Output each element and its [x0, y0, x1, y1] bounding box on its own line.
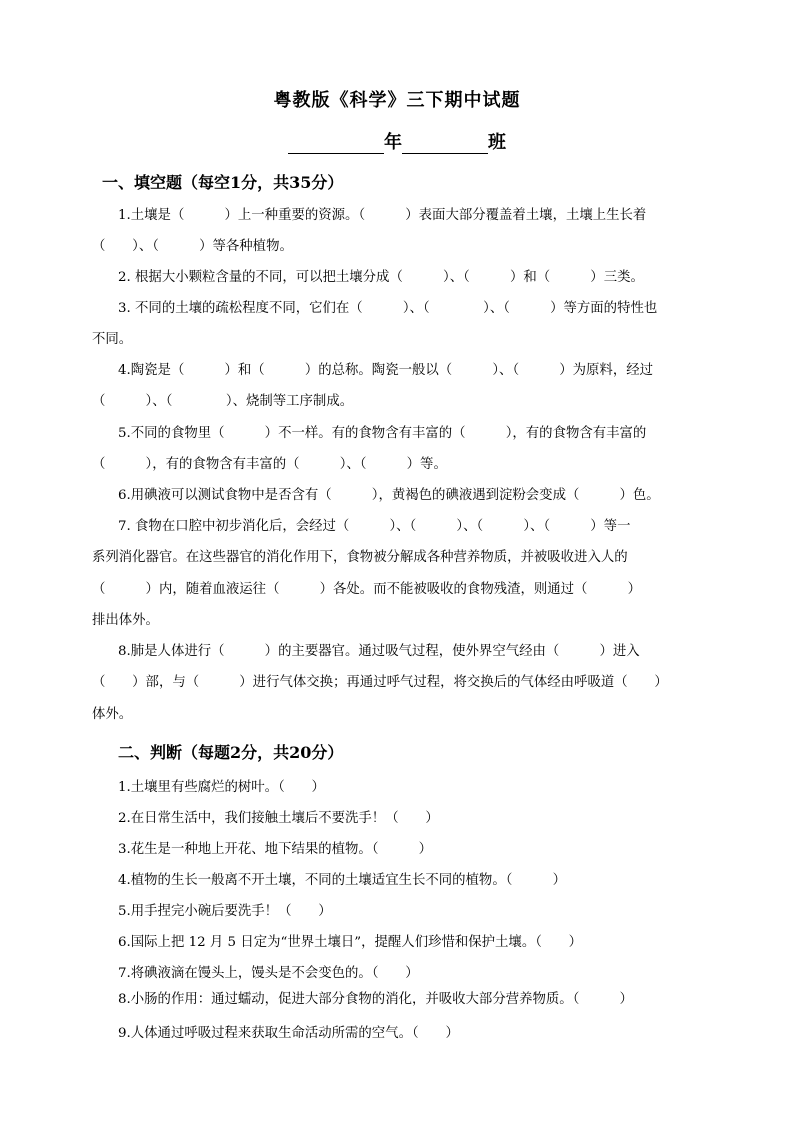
s2-q8: 8.小肠的作用：通过蠕动，促进大部分食物的消化，并吸收大部分营养物质。（ ） [118, 992, 633, 1007]
s2-q7: 7.将碘液滴在馒头上，馒头是不会变色的。（ ） [118, 966, 419, 981]
s1-q7-line1: 7. 食物在口腔中初步消化后，会经过（ ）、（ ）、（ ）、（ ）等一 [118, 519, 631, 534]
s2-q2: 2.在日常生活中，我们接触土壤后不要洗手！（ ） [118, 811, 439, 826]
s1-q7-line3: （ ）内，随着血液运往（ ）各处。而不能被吸收的食物残渣，则通过（ ） [92, 582, 642, 597]
class-blank[interactable] [402, 135, 488, 154]
s1-q1-line1: 1.土壤是（ ）上一种重要的资源。（ ）表面大部分覆盖着土壤，土壤上生长着 [118, 208, 647, 223]
s1-q4-line2: （ ）、（ ）、烧制等工序制成。 [92, 394, 354, 409]
s2-q1: 1.土壤里有些腐烂的树叶。（ ） [118, 780, 325, 795]
s1-q8-line2: （ ）部，与（ ）进行气体交换；再通过呼气过程，将交换后的气体经由呼吸道（ ） [92, 675, 668, 690]
s1-q5-line2: （ ），有的食物含有丰富的（ ）、（ ）等。 [92, 457, 447, 472]
grade-label: 年 [384, 132, 402, 153]
s1-q8-line3: 体外。 [92, 707, 133, 722]
s1-q4-line1: 4.陶瓷是（ ）和（ ）的总称。陶瓷一般以（ ）、（ ）为原料，经过 [118, 363, 653, 378]
s1-q7-line2: 系列消化器官。在这些器官的消化作用下，食物被分解成各种营养物质，并被吸收进入人的 [92, 550, 628, 565]
section1-heading: 一、填空题（每空1分，共35分） [102, 173, 344, 192]
s1-q5-line1: 5.不同的食物里（ ）不一样。有的食物含有丰富的（ ），有的食物含有丰富的 [118, 426, 647, 441]
s2-q9: 9.人体通过呼吸过程来获取生命活动所需的空气。（ ） [118, 1026, 459, 1041]
s1-q7-line4: 排出体外。 [92, 613, 159, 628]
s1-q3-line2: 不同。 [92, 332, 133, 347]
s1-q2-line1: 2. 根据大小颗粒含量的不同，可以把土壤分成（ ）、（ ）和（ ）三类。 [118, 270, 644, 285]
s2-q6: 6.国际上把 12 月 5 日定为“世界土壤日”，提醒人们珍惜和保护土壤。（ ） [118, 935, 583, 950]
s2-q3: 3.花生是一种地上开花、地下结果的植物。（ ） [118, 842, 433, 857]
class-label: 班 [488, 132, 506, 153]
s1-q6-line1: 6.用碘液可以测试食物中是否含有（ ），黄褐色的碘液遇到淀粉会变成（ ）色。 [118, 488, 660, 503]
section2-heading: 二、判断（每题2分，共20分） [118, 743, 344, 762]
s1-q8-line1: 8.肺是人体进行（ ）的主要器官。通过吸气过程，使外界空气经由（ ）进入 [118, 644, 640, 659]
s1-q1-line2: （ ）、（ ）等各种植物。 [92, 239, 293, 254]
s2-q5: 5.用手捏完小碗后要洗手！（ ） [118, 904, 332, 919]
grade-class-line [0, 128, 794, 154]
grade-blank[interactable] [288, 135, 384, 154]
page-title: 粤教版《科学》三下期中试题 [273, 90, 521, 111]
s2-q4: 4.植物的生长一般离不开土壤，不同的土壤适宜生长不同的植物。（ ） [118, 873, 566, 888]
s1-q3-line1: 3. 不同的土壤的疏松程度不同，它们在（ ）、（ ）、（ ）等方面的特性也 [118, 301, 658, 316]
